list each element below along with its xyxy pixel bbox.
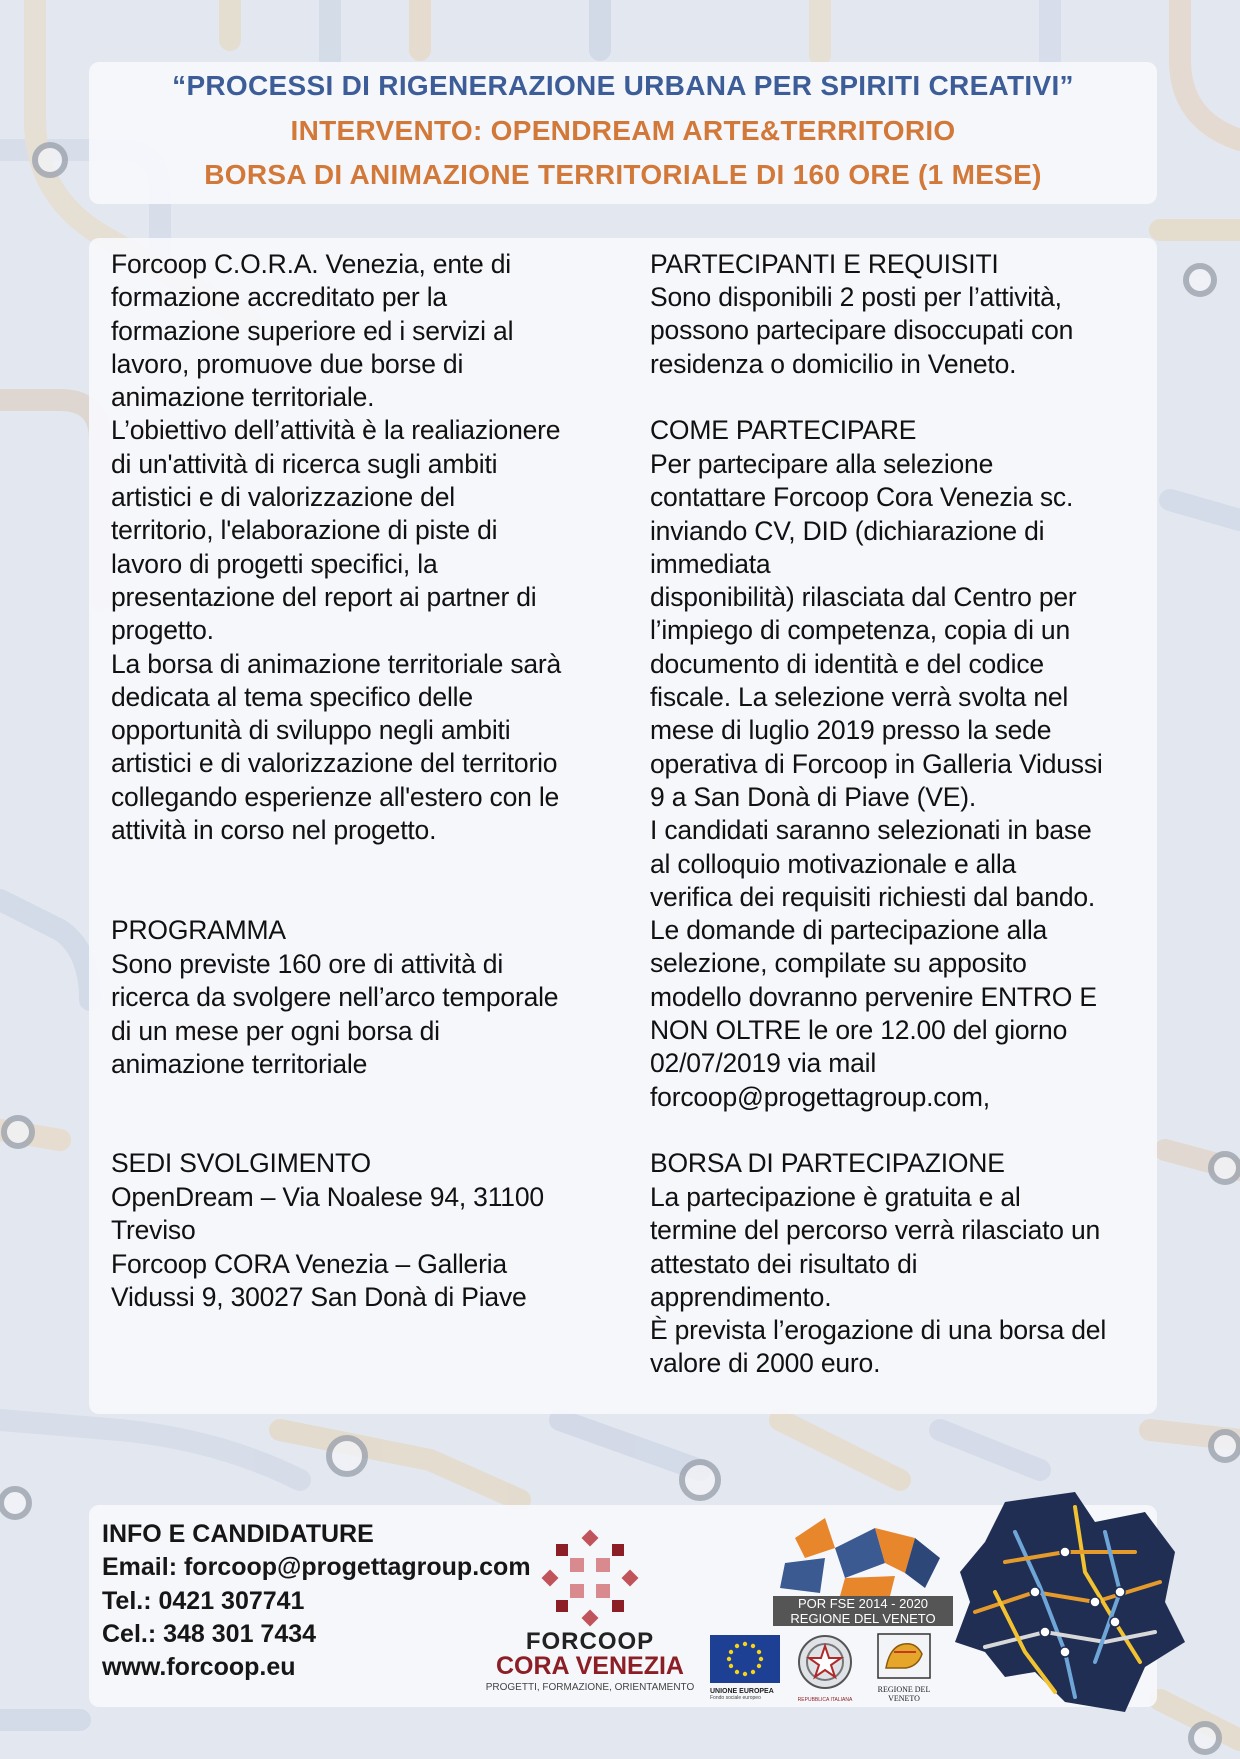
intervention-title: INTERVENTO: OPENDREAM ARTE&TERRITORIO (290, 115, 956, 146)
por-fse-line1: POR FSE 2014 - 2020 (797, 1596, 929, 1611)
programma-text: Sono previste 160 ore di attività di ricerca da svolgere nell’arco temporale di un mese per ogni borsa di animazione territoriale (111, 949, 559, 1079)
eu-sub: Fondo sociale europeo (710, 1695, 761, 1701)
project-title: “PROCESSI DI RIGENERAZIONE URBANA PER SPIRITI CREATIVI” (172, 70, 1074, 101)
veneto-lion-icon (876, 1632, 932, 1680)
email-link[interactable]: Email: forcoop@progettagroup.com (102, 1553, 531, 1582)
forcoop-subname: CORA VENEZIA (496, 1652, 684, 1680)
sedi-heading: SEDI SVOLGIMENTO (111, 1148, 371, 1178)
eu-label: UNIONE EUROPEA (710, 1688, 774, 1695)
contact-info (102, 1518, 531, 1684)
por-fse-label (773, 1596, 953, 1626)
come-partecipare-text: Per partecipare alla selezione contattare Forcoop Cora Venezia sc. inviando CV, DID (dichiarazione di immediata disponibilità) rilasciata dal Centro per l’impiego di competenza, copia di un documento di identità e del codice fiscale. La selezione verrà svolta nel mese di luglio 2019 presso la sede operativa di Forcoop in Galleria Vidussi 9 a San Donà di Piave (VE). I candidati saranno selezionati in base al colloquio motivazionale e alla verifica dei requisiti richiesti dal bando. Le domande di partecipazione alla selezione, compilate su apposito modello dovranno pervenire ENTRO E NON OLTRE le ore 12.00 del giorno 02/07/2019 via mail forcoop@progettagroup.com, (650, 449, 1103, 1112)
partecipanti-heading: PARTECIPANTI E REQUISITI (650, 249, 999, 279)
eu-logo (710, 1635, 780, 1700)
por-fse-line2: REGIONE DEL VENETO (790, 1611, 936, 1626)
borsa-text: La partecipazione è gratuita e al termine del percorso verrà rilasciato un attestato dei risultato di apprendimento. È prevista l’erogazione di una borsa del valore di 2000 euro. (650, 1182, 1107, 1379)
regione-veneto-logo (868, 1632, 940, 1702)
forcoop-mark-icon (485, 1528, 695, 1628)
info-heading: INFO E CANDIDATURE (102, 1520, 374, 1548)
title-panel (89, 62, 1157, 204)
come-partecipare-heading: COME PARTECIPARE (650, 415, 917, 445)
por-fse-mark-icon (765, 1518, 965, 1596)
programma-heading: PROGRAMMA (111, 915, 286, 945)
mobile-number[interactable]: Cel.: 348 301 7434 (102, 1619, 317, 1648)
eu-flag-icon (710, 1635, 780, 1683)
borsa-title: BORSA DI ANIMAZIONE TERRITORIALE DI 160 ORE (1 MESE) (204, 159, 1042, 190)
veneto-map-graphic (945, 1492, 1190, 1722)
partecipanti-text: Sono disponibili 2 posti per l’attività, possono partecipare disoccupati con residenza o domicilio in Veneto. (650, 282, 1074, 379)
por-fse-logo (765, 1518, 965, 1633)
italia-label: REPUBBLICA ITALIANA (797, 1697, 853, 1703)
borsa-heading: BORSA DI PARTECIPAZIONE (650, 1148, 1005, 1178)
phone-number[interactable]: Tel.: 0421 307741 (102, 1586, 305, 1615)
italian-emblem-icon (795, 1632, 855, 1692)
forcoop-tagline: PROGETTI, FORMAZIONE, ORIENTAMENTO (485, 1682, 695, 1693)
sedi-text: OpenDream – Via Noalese 94, 31100 Treviso Forcoop CORA Venezia – Galleria Vidussi 9, 30027 San Donà di Piave (111, 1182, 544, 1312)
forcoop-logo (485, 1528, 695, 1698)
repubblica-italiana-logo (795, 1632, 855, 1702)
intro-text: Forcoop C.O.R.A. Venezia, ente di formazione accreditato per la formazione superiore ed i servizi al lavoro, promuove due borse di animazione territoriale. L’obiettivo dell’attività è la realiazionere di un'attività di ricerca sugli ambiti artistici e di valorizzazione del territorio, l'elaborazione di piste di lavoro di progetti specifici, la presentazione del report ai partner di progetto. La borsa di animazione territoriale sarà dedicata al tema specifico delle opportunità di sviluppo negli ambiti artistici e di valorizzazione del territorio collegando esperienze all'estero con le attività in corso nel progetto. (111, 249, 562, 846)
regione-label: REGIONE DEL VENETO (877, 1685, 931, 1703)
website-link[interactable]: www.forcoop.eu (102, 1653, 296, 1682)
forcoop-name: FORCOOP (525, 1628, 655, 1655)
